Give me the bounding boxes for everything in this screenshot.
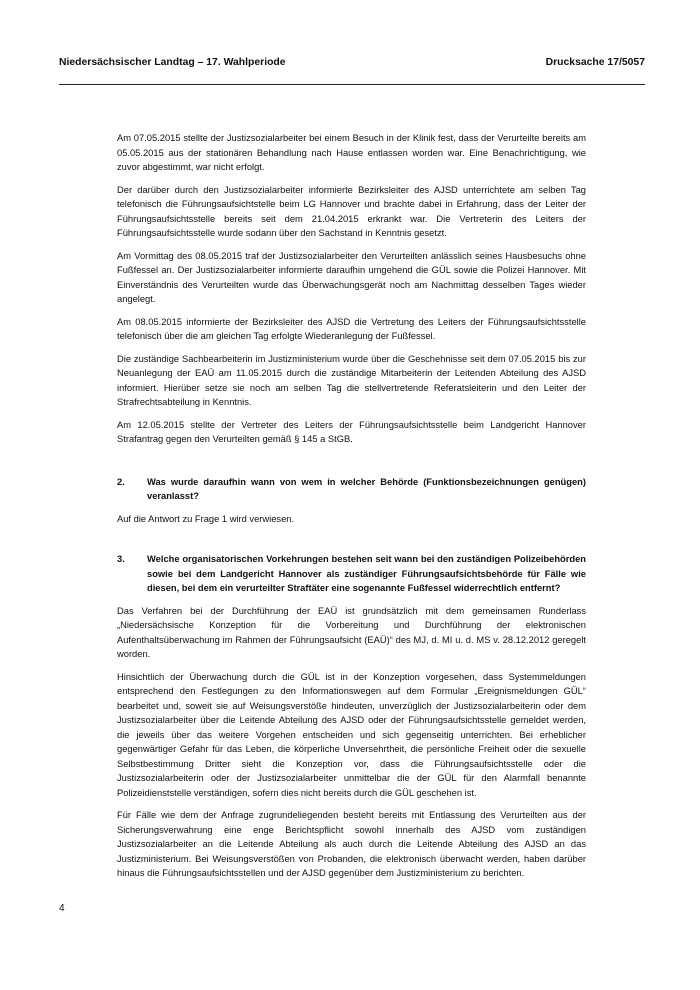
document-body <box>117 131 586 889</box>
header-parliament-title: Niedersächsischer Landtag – 17. Wahlperiode <box>59 57 286 68</box>
paragraph: Für Fälle wie dem der Anfrage zugrundeliegenden besteht bereits mit Entlassung des Verurteilten aus der Sicherungsverwahrung eine enge Berichtspflicht sowohl innerhalb des AJSD vom zuständigen Justizsozialarbeiter an die Leitende Abteilung als auch durch die Leitende Abteilung des AJSD an das Justizministerium. Bei Weisungsverstößen von Probanden, die elektronisch überwacht werden, haben darüber hinaus die Führungsaufsichtsstellen und der AJSD gegenüber dem Justizministerium zu berichten. <box>117 810 586 878</box>
question-text: Welche organisatorischen Vorkehrungen bestehen seit wann bei den zuständigen Polizeibehörden sowie bei dem Landgericht Hannover als zuständiger Führungsaufsichtsbehörde für Fälle wie diesen, bei dem ein verurteilter Straftäter eine sogenannte Fußfessel widerrechtlich entfernt? <box>147 554 586 593</box>
question-3 <box>117 552 586 596</box>
page-number: 4 <box>59 903 65 914</box>
paragraph: Die zuständige Sachbearbeiterin im Justizministerium wurde über die Geschehnisse seit dem 07.05.2015 bis zur Neuanlegung der EAÜ am 11.05.2015 durch die zuständige Mitarbeiterin der Leitenden Abteilung des AJSD informiert. Hierüber setze sie noch am selben Tag die stellvertretende Referatsleiterin und den Leiter der Strafrechtsabteilung in Kenntnis. <box>117 353 586 407</box>
answer-2: Auf die Antwort zu Frage 1 wird verwiesen. <box>117 513 295 524</box>
question-text: Was wurde daraufhin wann von wem in welcher Behörde (Funktionsbezeichnungen genügen) veranlasst? <box>147 476 586 501</box>
paragraph: Am 12.05.2015 stellte der Vertreter des Leiters der Führungsaufsichtsstelle beim Landgericht Hannover Strafantrag gegen den Verurteilten gemäß § 145 a StGB. <box>117 419 586 444</box>
page-header <box>59 57 645 73</box>
question-number: 2. <box>117 476 125 487</box>
header-document-number: Drucksache 17/5057 <box>545 57 645 68</box>
question-2 <box>117 475 586 504</box>
header-divider <box>59 84 645 85</box>
paragraph: Am 07.05.2015 stellte der Justizsozialarbeiter bei einem Besuch in der Klinik fest, dass der Verurteilte bereits am 05.05.2015 aus der stationären Behandlung nach Hause entlassen worden war. Eine Benachrichtigung, wie zuvor abgestimmt, war nicht erfolgt. <box>117 133 586 172</box>
paragraph: Der darüber durch den Justizsozialarbeiter informierte Bezirksleiter des AJSD unterrichtete am selben Tag telefonisch die Führungsaufsichtstelle beim LG Hannover und brachte dabei in Erfahrung, dass der Leiter der Führungsaufsichtsstelle bereits seit dem 21.04.2015 erkrankt war. Die Vertreterin des Leiters der Führungsaufsichtsstelle wurde sodann über den Sachstand in Kenntnis gesetzt. <box>117 184 586 238</box>
paragraph: Das Verfahren bei der Durchführung der EAÜ ist grundsätzlich mit dem gemeinsamen Runderlass „Niedersächsische Konzeption für die Vorbereitung und Durchführung der elektronischen Aufenthaltsüberwachung im Rahmen der Führungsaufsicht (EAÜ)“ des MJ, d. MI u. d. MS v. 28.12.2012 geregelt worden. <box>117 605 586 659</box>
paragraph: Am Vormittag des 08.05.2015 traf der Justizsozialarbeiter den Verurteilten anlässlich seines Hausbesuchs ohne Fußfessel an. Der Justizsozialarbeiter informierte daraufhin umgehend die GÜL sowie die Polizei Hannover. Mit Einverständnis des Verurteilten wurde das Überwachungsgerät noch am Nachmittag desselben Tages wieder angelegt. <box>117 250 586 304</box>
paragraph: Hinsichtlich der Überwachung durch die GÜL ist in der Konzeption vorgesehen, dass Systemmeldungen entsprechend den Festlegungen zu den Informationswegen auf dem Formular „Ereignismeldungen GÜL“ bearbeitet und, soweit sie auf Weisungsverstöße hindeuten, unverzüglich der Justizsozialarbeiterin oder dem Justizsozialarbeiter über die Leitende Abteilung des AJSD oder der Führungsaufsichtsstelle gemeldet werden, die jeweils über das weitere Vorgehen entscheiden und sich gegenseitig unterrichten. Bei erheblicher gegenwärtiger Gefahr für das Leben, die körperliche Unversehrtheit, die persönliche Freiheit oder die sexuelle Selbstbestimmung Dritter sieht die Konzeption vor, dass die Führungsaufsichtsstelle oder die Justizsozialarbeiterin oder der Justizsozialarbeiter unmittelbar die der GÜL für den Alarmfall benannte Polizeidienststelle verständigen, sofern dies nicht bereits durch die GÜL geschehen ist. <box>117 671 586 798</box>
paragraph: Am 08.05.2015 informierte der Bezirksleiter des AJSD die Vertretung des Leiters der Führungsaufsichtsstelle telefonisch über die am gleichen Tag erfolgte Wiederanlegung der Fußfessel. <box>117 316 586 341</box>
question-number: 3. <box>117 554 125 564</box>
